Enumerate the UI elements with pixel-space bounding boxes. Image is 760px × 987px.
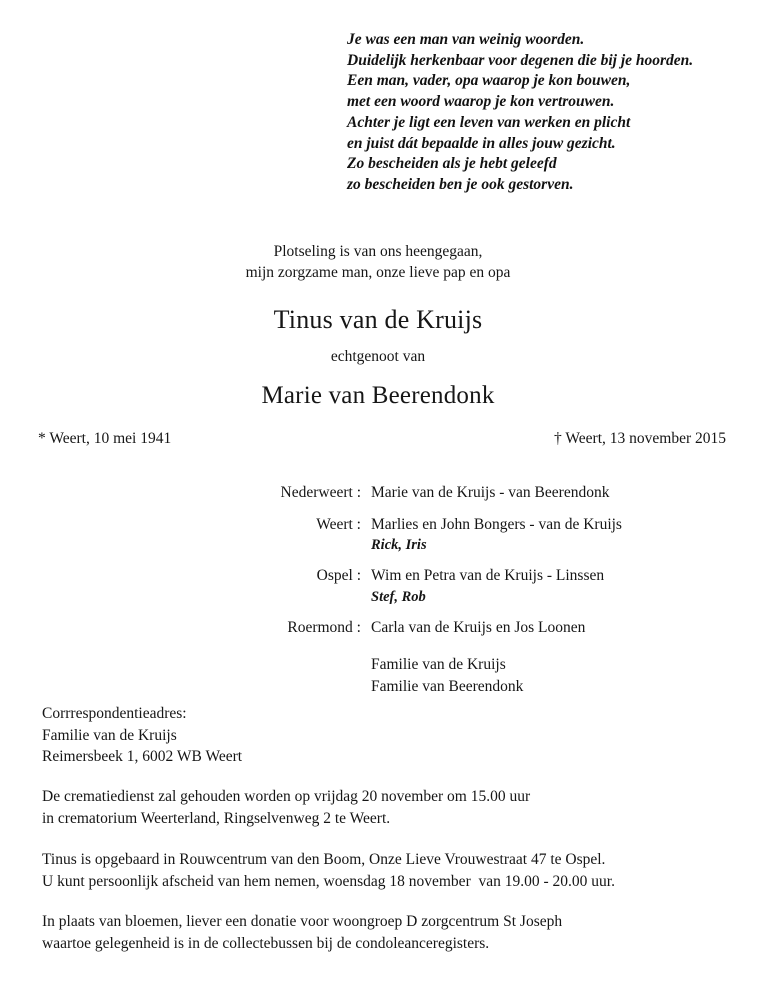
- death-date: † Weert, 13 november 2015: [554, 430, 726, 447]
- family-names-group: [361, 514, 622, 556]
- family-place: Nederweert :: [280, 484, 361, 501]
- surviving-family-list: [0, 482, 760, 647]
- viewing-line-2: U kunt persoonlijk afscheid van hem nemen, woensdag 18 november van 19.00 - 20.00 uur.: [42, 873, 615, 890]
- poem-line: zo bescheiden ben je ook gestorven.: [347, 175, 574, 193]
- poem-line: en juist dát bepaalde in alles jouw gezicht.: [347, 134, 616, 152]
- family-row: [0, 565, 760, 607]
- family-names: Wim en Petra van de Kruijs - Linssen: [371, 567, 605, 584]
- correspondence-address: [42, 703, 242, 768]
- intro-line-1: Plotseling is van ons heengegaan,: [273, 243, 483, 260]
- cremation-line-1: De crematiedienst zal gehouden worden op vrijdag 20 november om 15.00 uur: [42, 788, 531, 805]
- family-names: Carla van de Kruijs en Jos Loonen: [371, 618, 586, 636]
- viewing-details: [42, 849, 615, 893]
- family-row: [0, 617, 760, 639]
- correspondence-line-1: Familie van de Kruijs: [42, 726, 177, 744]
- poem-line: Achter je ligt een leven van werken en plicht: [347, 113, 631, 131]
- family-names: Marie van de Kruijs - van Beerendonk: [371, 484, 610, 501]
- donation-line-1: In plaats van bloemen, liever een donatie voor woongroep D zorgcentrum St Joseph: [42, 913, 563, 930]
- family-names: Marlies en John Bongers - van de Kruijs: [371, 515, 622, 533]
- family-names-group: [361, 617, 585, 639]
- correspondence-heading: Corrrespondentieadres:: [42, 705, 187, 722]
- poem-line: Je was een man van weinig woorden.: [347, 31, 585, 48]
- family-grandchildren: Rick, Iris: [371, 537, 427, 553]
- birth-date: * Weert, 10 mei 1941: [38, 430, 172, 447]
- life-dates: [38, 429, 726, 449]
- viewing-line-1: Tinus is opgebaard in Rouwcentrum van den Boom, Onze Lieve Vrouwestraat 47 te Ospel.: [42, 851, 606, 868]
- family-grandchildren: Stef, Rob: [371, 588, 426, 605]
- spouse-name: Marie van Beerendonk: [261, 382, 495, 409]
- poem-line: met een woord waarop je kon vertrouwen.: [347, 93, 615, 111]
- family-names-group: [361, 565, 604, 607]
- family-surname: Familie van Beerendonk: [371, 678, 524, 695]
- deceased-name: Tinus van de Kruijs: [273, 305, 483, 334]
- donation-line-2: waartoe gelegenheid is in de collectebussen bij de condoleanceregisters.: [42, 935, 490, 952]
- family-row: [0, 514, 760, 556]
- family-surname: Familie van de Kruijs: [371, 656, 506, 673]
- correspondence-line-2: Reimersbeek 1, 6002 WB Weert: [42, 748, 243, 765]
- cremation-details: [42, 786, 530, 830]
- announcement-intro: [0, 241, 760, 283]
- intro-line-2: mijn zorgzame man, onze lieve pap en opa: [245, 264, 511, 281]
- family-place: Weert :: [316, 515, 361, 533]
- family-row: [0, 482, 760, 504]
- family-place: Ospel :: [316, 567, 361, 584]
- spouse-relation-label: echtgenoot van: [330, 348, 426, 365]
- family-surnames: [371, 654, 523, 698]
- memorial-poem: [347, 30, 747, 196]
- cremation-line-2: in crematorium Weerterland, Ringselvenweg 2 te Weert.: [42, 810, 391, 827]
- family-names-group: [361, 482, 609, 504]
- family-place: Roermond :: [287, 618, 361, 636]
- poem-line: Een man, vader, opa waarop je kon bouwen,: [347, 72, 631, 90]
- poem-line: Zo bescheiden als je hebt geleefd: [347, 155, 557, 173]
- poem-line: Duidelijk herkenbaar voor degenen die bij je hoorden.: [347, 51, 694, 69]
- donation-details: [42, 911, 562, 955]
